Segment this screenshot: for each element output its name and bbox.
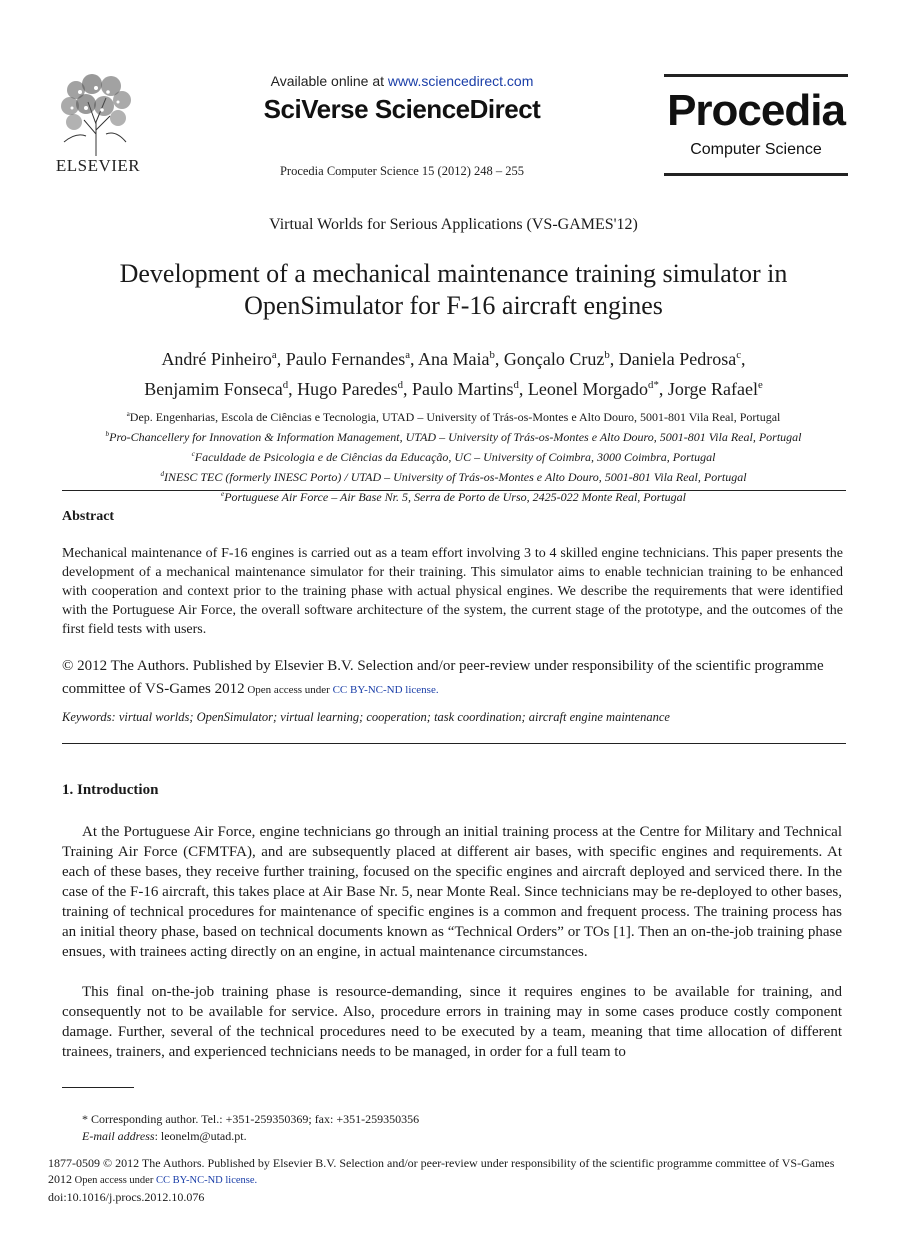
author-name: Hugo Paredes <box>297 379 398 399</box>
affiliation-text: Pro-Chancellery for Innovation & Information Management, UTAD – University of Trás-os-Montes e Alto Douro, 5001-801 Vila Real, Portugal <box>109 430 802 444</box>
affiliation-item <box>40 426 867 446</box>
author-list <box>60 342 847 402</box>
affiliation-text: Faculdade de Psicologia e de Ciências da Educação, UC – University of Coimbra, 3000 Coimbra, Portugal <box>194 450 716 464</box>
journal-logo <box>664 74 848 176</box>
open-access-label: Open access under <box>244 684 333 696</box>
available-online <box>150 73 654 89</box>
author-sup: d <box>397 379 403 391</box>
footnote-email <box>82 1129 247 1144</box>
affiliation-item <box>40 446 867 466</box>
body-paragraph: At the Portuguese Air Force, engine technicians go through an initial training process at the Centre for Military and Technical Training Air Force (CFMTFA), and are subsequently placed at different air bases, with specific engines and requirements. At each of these bases, they receive further training, focused on the specific engines and aircraft deployed and serviced there. In the case of the F-16 aircraft, this takes place at Air Base Nr. 5, near Monte Real. Since technicians may be re-deployed to other bases, training of technical procedures for maintenance of specific engines is a common and frequent process. The training process has an initial theory phase, based on technical documents known as “Technical Orders” or TOs [1]. Then an on-the-job training phase ensues, with trainees acting directly on an engine, in actual maintenance circumstances. <box>62 824 842 960</box>
affiliation-sup: c <box>191 450 195 458</box>
footer-issn-text: 1877-0509 © 2012 The Authors. Published by Elsevier B.V. Selection and/or peer-review under responsibility of the scientific programme committee of VS-Games 2012 <box>48 1156 835 1186</box>
footer-license-link[interactable]: CC BY-NC-ND license. <box>155 1175 258 1186</box>
abstract-heading: Abstract <box>62 509 115 524</box>
author-name: Benjamim Fonseca <box>144 379 283 399</box>
affiliation-sup: e <box>221 490 225 498</box>
platform-logo: SciVerse ScienceDirect <box>263 94 541 124</box>
license-link[interactable]: CC BY-NC-ND license. <box>332 684 439 696</box>
copyright-notice <box>62 655 843 702</box>
publisher-wordmark: ELSEVIER <box>55 156 141 175</box>
footnote-divider <box>62 1087 134 1088</box>
page-footer <box>48 1155 860 1205</box>
keywords: Keywords: virtual worlds; OpenSimulator; virtual learning; cooperation; task coordination; aircraft engine maintenance <box>62 710 670 724</box>
section-heading: 1. Introduction <box>62 782 159 798</box>
author-name: Leonel Morgado <box>527 379 649 399</box>
affiliation-text: Dep. Engenharias, Escola de Ciências e Tecnologia, UTAD – University of Trás-os-Montes e Alto Douro, 5001-801 Vila Real, Portugal <box>129 410 781 424</box>
body-paragraph: This final on-the-job training phase is resource-demanding, since it requires engines to be available for training, and consequently not to be available for service. Also, procedure errors in training may in some cases produce costly component damage. Further, several of the technical procedures need to be executed by a team, meaning that time allocation of different trainees, trainers, and experienced technicians needs to be managed, in order for a full team to <box>62 984 842 1060</box>
abstract-text: Mechanical maintenance of F-16 engines is carried out as a team effort involving 3 to 4 skilled engine technicians. This paper presents the development of a mechanical maintenance simulator for their training. This simulator aims to enable technician training to be enhanced with cooperation and context prior to the training phase with actual physical engines. We describe the requirements that were identified with the Portuguese Air Force, the overall software architecture of the system, the current stage of the prototype, and the outcomes of the first field tests with users. <box>62 546 843 637</box>
affiliation-sup: b <box>105 430 110 438</box>
author-sup: b <box>489 349 495 361</box>
journal-reference: Procedia Computer Science 15 (2012) 248 – 255 <box>279 164 525 178</box>
copyright-text: © 2012 The Authors. Published by Elsevier B.V. Selection and/or peer-review under responsibility of the scientific programme committee of VS-Games 2012 <box>62 658 824 697</box>
elsevier-logo <box>48 72 148 176</box>
title-line-1: Development of a mechanical maintenance training simulator in <box>119 259 788 288</box>
affiliation-item <box>40 466 867 486</box>
author-name: André Pinheiro <box>161 349 272 369</box>
journal-logo-subtitle: Computer Science <box>690 141 822 158</box>
author-name: Paulo Martins <box>412 379 514 399</box>
author-sup: b <box>604 349 610 361</box>
title-line-2: OpenSimulator for F-16 aircraft engines <box>244 291 663 320</box>
author-sup: d* <box>648 379 659 391</box>
divider <box>62 490 846 491</box>
affiliation-text: INESC TEC (formerly INESC Porto) / UTAD – University of Trás-os-Montes e Alto Douro, 5001-801 Vila Real, Portugal <box>164 470 747 484</box>
available-prefix: Available online at <box>270 73 388 89</box>
elsevier-tree-icon <box>56 72 136 156</box>
author-sup: a <box>405 349 410 361</box>
footer-open-access: Open access under <box>72 1175 156 1186</box>
author-sup: e <box>757 379 763 391</box>
journal-logo-title: Procedia <box>667 86 845 135</box>
author-name: Jorge Rafael <box>667 379 758 399</box>
author-sup: d <box>282 379 289 391</box>
footer-doi: doi:10.1016/j.procs.2012.10.076 <box>48 1190 205 1204</box>
paper-title <box>60 258 847 322</box>
author-name: Daniela Pedrosa <box>618 349 737 369</box>
author-line-2: Benjamim Fonseca$^d$, Hugo Paredes$^d$, Paulo Martins$^d$, Leonel Morgado$^{d*}$, Jorge Rafael$^e$ <box>144 379 763 399</box>
affiliations <box>40 406 867 506</box>
author-sup: d <box>513 379 519 391</box>
divider <box>62 743 846 744</box>
author-name: Paulo Fernandes <box>285 349 406 369</box>
author-sup: c <box>736 349 742 361</box>
email-label: E-mail address <box>82 1129 155 1143</box>
author-sup: a <box>271 349 277 361</box>
author-line-1: André Pinheiro$^a$, Paulo Fernandes$^a$, Ana Maia$^b$, Gonçalo Cruz$^b$, Daniela Pedrosa$^c$, <box>161 349 746 369</box>
affiliation-item <box>40 406 867 426</box>
affiliation-text: Portuguese Air Force – Air Base Nr. 5, Serra de Porto de Urso, 2425-022 Monte Real, Portugal <box>224 490 686 504</box>
footer-issn <box>48 1155 860 1189</box>
affiliation-sup: d <box>160 470 165 478</box>
affiliation-item <box>40 486 867 506</box>
sciencedirect-link[interactable]: www.sciencedirect.com <box>387 73 534 89</box>
email-value: : leonelm@utad.pt. <box>154 1129 247 1143</box>
author-name: Gonçalo Cruz <box>503 349 605 369</box>
affiliation-sup: a <box>126 410 130 418</box>
conference-name: Virtual Worlds for Serious Applications (VS-GAMES'12) <box>269 216 638 233</box>
footnote-corresponding: * Corresponding author. Tel.: +351-259350369; fax: +351-259350356 <box>82 1112 420 1126</box>
author-name: Ana Maia <box>418 349 490 369</box>
